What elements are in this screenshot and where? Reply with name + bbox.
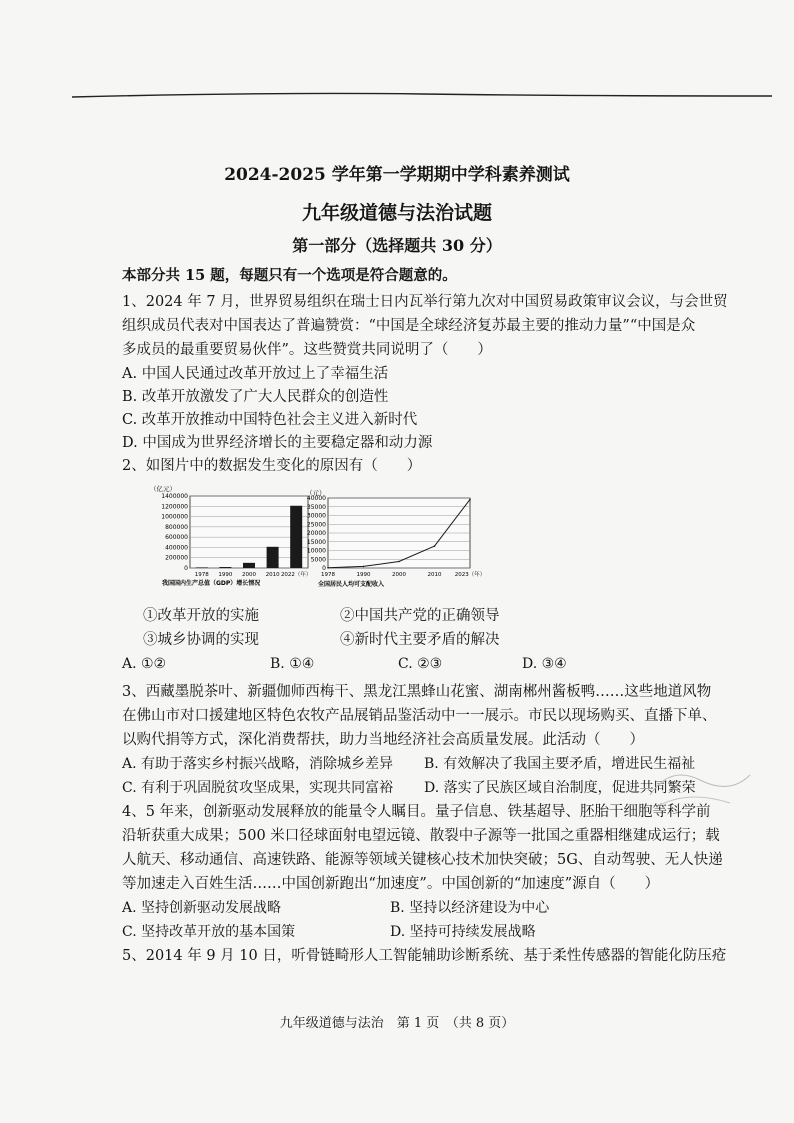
q4-option-a[interactable]: A. 坚持创新驱动发展战略 [122,900,282,916]
income-ytick-label: 5000 [310,556,326,564]
q1-stem-line-2: 组织成员代表对中国表达了普遍赞赏：“中国是全球经济复苏最主要的推动力量”“中国是众 [122,318,696,334]
income-ytick-label: 35000 [306,503,326,511]
income-ytick-label: 0 [322,565,326,572]
q5-stem-line-1: 5、2014 年 9 月 10 日，听骨链畸形人工智能辅助诊断系统、基于柔性传感器的智能化防压疮 [122,948,727,964]
gdp-xaxis-label: 我国国内生产总值（GDP）增长情况 [162,580,261,587]
q2-item-3: ③城乡协调的实现 [143,632,259,648]
income-ytick-label: 25000 [306,521,326,529]
gdp-ytick-label: 200000 [165,554,188,562]
q4-option-d[interactable]: D. 坚持可持续发展战略 [390,924,536,940]
income-yaxis-label: （元） [306,489,326,497]
exam-subtitle: 九年级道德与法治试题 [301,202,492,224]
exam-title: 2024-2025 学年第一学期期中学科素养测试 [224,165,570,185]
gdp-ytick-label: 400000 [165,544,188,552]
q1-option-c[interactable]: C. 改革开放推动中国特色社会主义进入新时代 [122,412,418,428]
income-ytick-label: 15000 [306,538,326,546]
income-xtick-label: 2000 [392,572,406,578]
q3-option-b[interactable]: B. 有效解决了我国主要矛盾，增进民生福祉 [424,756,696,772]
q1-stem-line-3: 多成员的最重要贸易伙伴”。这些赞赏共同说明了（ ） [122,342,492,358]
income-xaxis-label: 全国居民人均可支配收入 [318,581,385,588]
q3-option-d[interactable]: D. 落实了民族区域自治制度，促进共同繁荣 [424,780,696,796]
q2-item-1: ①改革开放的实施 [143,608,259,624]
q1-option-d[interactable]: D. 中国成为世界经济增长的主要稳定器和动力源 [122,435,433,451]
q2-option-c[interactable]: C. ②③ [398,656,443,672]
gdp-xtick-label: 2000 [242,572,256,578]
gdp-xtick-label: 2022（年） [280,572,312,578]
section-heading: 第一部分（选择题共 30 分） [292,236,502,255]
gdp-xtick-label: 2010 [265,572,280,578]
q4-stem-line-3: 人航天、移动通信、高速铁路、能源等领域关键核心技术加快突破；5G、自动驾驶、无人快递 [122,852,723,868]
gdp-xtick-label: 1990 [218,572,233,578]
q4-stem-line-1: 4、5 年来，创新驱动发展释放的能量令人瞩目。量子信息、铁基超导、胚胎干细胞等科学前 [122,804,711,820]
q1-option-b[interactable]: B. 改革开放激发了广大人民群众的创造性 [122,389,389,405]
gdp-ytick-label: 800000 [165,523,188,531]
q3-option-a[interactable]: A. 有助于落实乡村振兴战略，消除城乡差异 [122,756,394,772]
q2-item-2: ②中国共产党的正确领导 [340,608,500,624]
gdp-xtick-label: 1978 [194,572,209,578]
income-xtick-label: 1990 [356,572,371,578]
bleed-through-scribble [640,755,760,815]
income-xtick-label: 2010 [427,572,442,578]
page-footer: 九年级道德与法治 第 1 页 （共 8 页） [279,1016,515,1031]
gdp-ytick-label: 600000 [165,534,188,542]
instructions: 本部分共 15 题，每题只有一个选项是符合题意的。 [122,267,457,284]
gdp-bar [243,563,255,568]
gdp-ytick-label: 1000000 [161,513,188,521]
gdp-yaxis-label: （亿元） [150,485,176,493]
income-xtick-label: 2023（年） [454,572,486,578]
q3-stem-line-3: 以购代捐等方式，深化消费帮扶，助力当地经济社会高质量发展。此活动（ ） [122,732,644,748]
gdp-bar [196,567,208,568]
income-ytick-label: 20000 [306,530,326,537]
income-xtick-label: 1978 [321,572,335,578]
q4-stem-line-4: 等加速走入百姓生活……中国创新跑出“加速度”。中国创新的“加速度”源自（ ） [122,876,660,892]
gdp-ytick-label: 1200000 [161,503,188,511]
q1-option-a[interactable]: A. 中国人民通过改革开放过上了幸福生活 [122,366,389,382]
q2-option-a[interactable]: A. ①② [122,656,167,672]
q2-option-d[interactable]: D. ③④ [522,656,567,672]
q2-item-4: ④新时代主要矛盾的解决 [340,632,500,648]
income-ytick-label: 10000 [306,547,326,555]
q2-stem: 2、如图片中的数据发生变化的原因有（ ） [122,458,422,474]
gdp-bar [219,567,231,568]
income-line-chart [292,488,486,592]
gdp-ytick-label: 1400000 [161,493,188,500]
q3-stem-line-2: 在佛山市对口援建地区特色农牧产品展销品鉴活动中一一展示。市民以现场购买、直播下单、 [122,708,717,724]
income-ytick-label: 30000 [306,512,326,520]
q3-option-c[interactable]: C. 有利于巩固脱贫攻坚成果，实现共同富裕 [122,780,394,796]
scan-edge-line [72,90,772,100]
q4-option-b[interactable]: B. 坚持以经济建设为中心 [390,900,550,916]
q2-option-b[interactable]: B. ①④ [270,656,315,672]
q4-option-c[interactable]: C. 坚持改革开放的基本国策 [122,924,296,940]
q3-stem-line-1: 3、西藏墨脱茶叶、新疆伽师西梅干、黑龙江黑蜂山花蜜、湖南郴州酱板鸭……这些地道风物 [122,684,712,700]
gdp-bar [267,547,279,568]
income-ytick-label: 40000 [306,495,326,502]
q1-stem-line-1: 1、2024 年 7 月，世界贸易组织在瑞士日内瓦举行第九次对中国贸易政策审议会议，与会世贸 [122,294,728,310]
q4-stem-line-2: 沿斩获重大成果；500 米口径球面射电望远镜、散裂中子源等一批国之重器相继建成运行；载 [122,828,720,844]
gdp-ytick-label: 0 [184,565,188,572]
